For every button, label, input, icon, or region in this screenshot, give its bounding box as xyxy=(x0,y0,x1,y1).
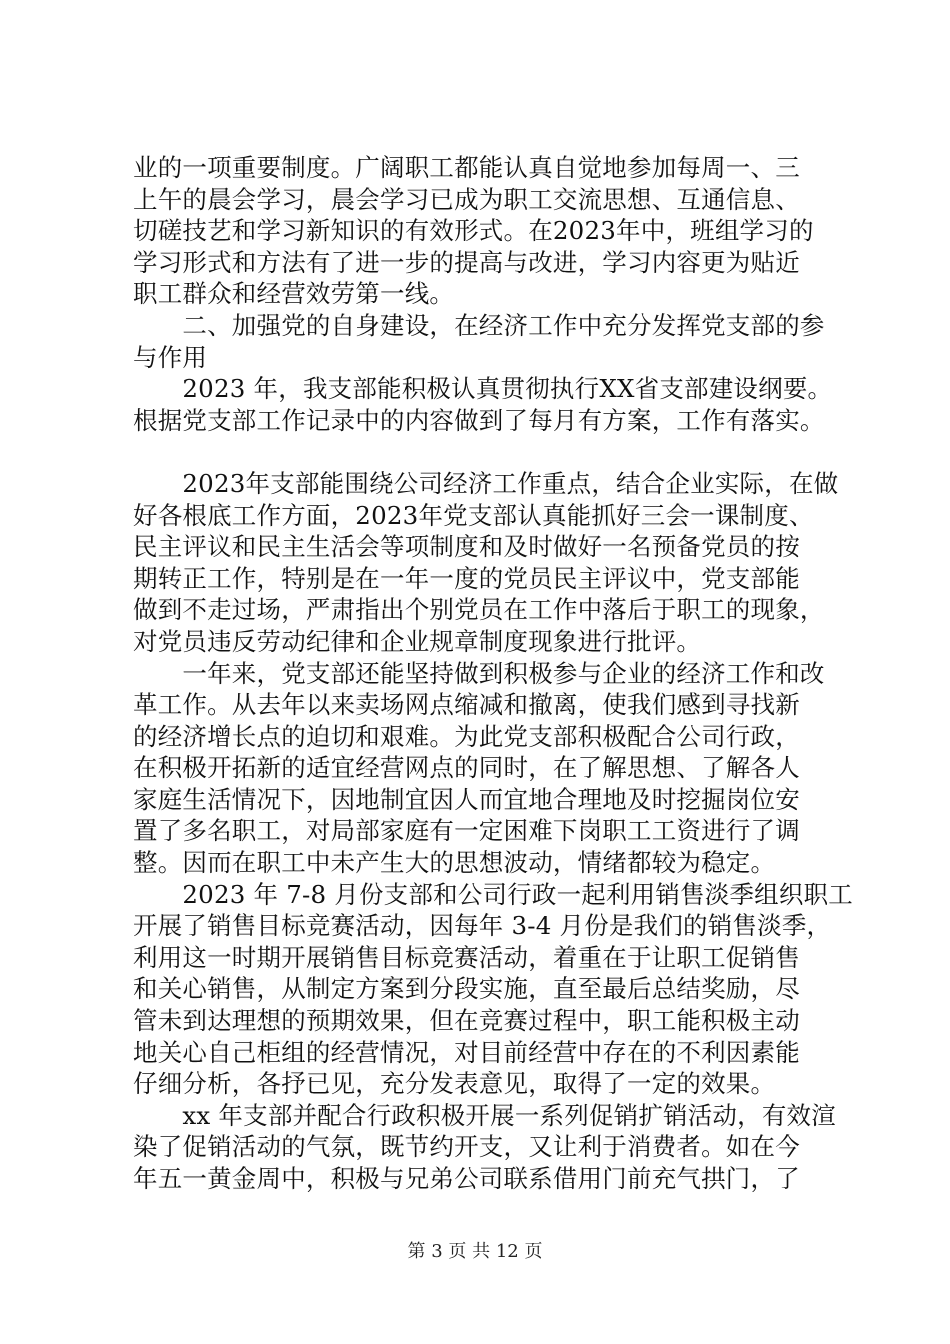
text-line: 2023 年，我支部能积极认真贯彻执行XX省支部建设纲要。 xyxy=(133,374,833,404)
section-heading-line: 与作用 xyxy=(133,342,208,372)
page-number-footer: 第 3 页 共 12 页 xyxy=(407,1241,543,1262)
text-line: 职工群众和经营效劳第一线。 xyxy=(133,279,455,309)
text-line: 好各根底工作方面，2023年党支部认真能抓好三会一课制度、 xyxy=(133,500,814,530)
text-line: 和关心销售，从制定方案到分段实施，直至最后总结奖励，尽 xyxy=(133,974,800,1004)
document-body xyxy=(133,152,853,1195)
text-line: 对党员违反劳动纪律和企业规章制度现象进行批评。 xyxy=(133,626,702,656)
text-line: 仔细分析，各抒已见，充分发表意见，取得了一定的效果。 xyxy=(133,1069,776,1099)
text-line: 2023 年 7-8 月份支部和公司行政一起利用销售淡季组织职工 xyxy=(133,879,853,909)
text-line: 利用这一时期开展销售目标竞赛活动，着重在于让职工促销售 xyxy=(133,942,800,972)
text-line: 民主评议和民主生活会等项制度和及时做好一名预备党员的按 xyxy=(133,532,800,562)
text-line: 地关心自己柜组的经营情况，对目前经营中存在的不利因素能 xyxy=(133,1037,800,1067)
text-line: 管未到达理想的预期效果，但在竞赛过程中，职工能积极主动 xyxy=(133,1006,800,1036)
text-line: 在积极开拓新的适宜经营网点的同时，在了解思想、了解各人 xyxy=(133,753,800,783)
text-line: 根据党支部工作记录中的内容做到了每月有方案，工作有落实。 xyxy=(133,405,825,435)
text-line: xx 年支部并配合行政积极开展一系列促销扩销活动，有效渲 xyxy=(133,1100,836,1130)
text-line: 开展了销售目标竞赛活动，因每年 3-4 月份是我们的销售淡季， xyxy=(133,911,832,941)
text-line: 置了多名职工，对局部家庭有一定困难下岗职工工资进行了调 xyxy=(133,816,800,846)
text-line: 做到不走过场，严肃指出个别党员在工作中落后于职工的现象， xyxy=(133,595,825,625)
text-line: 的经济增长点的迫切和艰难。为此党支部积极配合公司行政， xyxy=(133,721,800,751)
text-line: 业的一项重要制度。广阔职工都能认真自觉地参加每周一、三 xyxy=(133,153,800,182)
text-line: 年五一黄金周中，积极与兄弟公司联系借用门前充气拱门，了 xyxy=(133,1164,800,1193)
text-line: 学习形式和方法有了进一步的提高与改进，学习内容更为贴近 xyxy=(133,247,800,277)
text-line: 整。因而在职工中未产生大的思想波动，情绪都较为稳定。 xyxy=(133,848,776,878)
text-line: 2023年支部能围绕公司经济工作重点，结合企业实际，在做 xyxy=(133,468,839,498)
text-line: 一年来，党支部还能坚持做到积极参与企业的经济工作和改 xyxy=(133,658,825,688)
text-line: 期转正工作，特别是在一年一度的党员民主评议中，党支部能 xyxy=(133,563,800,593)
text-line: 革工作。从去年以来卖场网点缩减和撤离，使我们感到寻找新 xyxy=(133,690,800,720)
text-line: 家庭生活情况下，因地制宜因人而宜地合理地及时挖掘岗位安 xyxy=(133,784,800,814)
text-line: 切磋技艺和学习新知识的有效形式。在2023年中，班组学习的 xyxy=(133,216,814,246)
text-line: 上午的晨会学习，晨会学习已成为职工交流思想、互通信息、 xyxy=(133,184,800,214)
section-heading-line: 二、加强党的自身建设，在经济工作中充分发挥党支部的参 xyxy=(133,310,825,340)
text-line: 染了促销活动的气氛，既节约开支，又让利于消费者。如在今 xyxy=(133,1132,800,1162)
